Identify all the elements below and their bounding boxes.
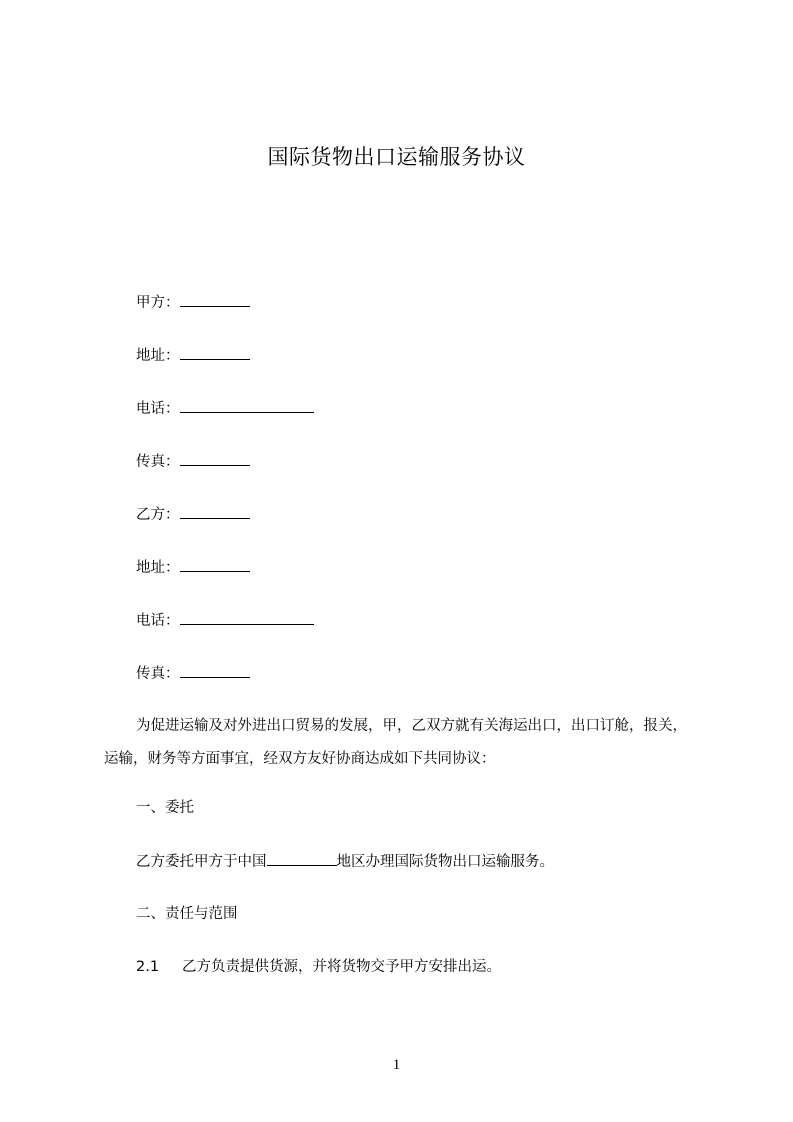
party-b-phone-label: 电话： <box>136 613 180 629</box>
section-1-text <box>136 851 554 872</box>
party-b-phone-blank <box>180 610 314 625</box>
party-a-address-blank <box>180 345 250 360</box>
party-a-label: 甲方： <box>136 295 180 311</box>
intro-paragraph: 为促进运输及对外进出口贸易的发展，甲，乙双方就有关海运出口，出口订舱，报关，运输，财务等方面事宜，经双方友好协商达成如下共同协议： <box>104 718 687 767</box>
party-b-label: 乙方： <box>136 507 180 523</box>
section-1-heading: 一、委托 <box>136 800 194 816</box>
party-a-field <box>136 292 250 313</box>
party-a-address-field <box>136 345 250 366</box>
party-a-blank <box>180 292 250 307</box>
party-a-phone-field <box>136 398 314 419</box>
page-number: 1 <box>392 1057 401 1073</box>
party-b-phone-field <box>136 610 314 631</box>
section-2-heading: 二、责任与范围 <box>136 906 238 922</box>
clause-2-1-number: 2.1 <box>136 959 160 975</box>
party-b-fax-label: 传真： <box>136 666 180 682</box>
party-b-fax-field <box>136 663 250 684</box>
party-a-phone-label: 电话： <box>136 401 180 417</box>
party-b-address-field <box>136 557 250 578</box>
party-a-phone-blank <box>180 398 314 413</box>
party-a-fax-field <box>136 451 250 472</box>
document-title: 国际货物出口运输服务协议 <box>267 145 526 169</box>
party-b-address-blank <box>180 557 250 572</box>
party-b-address-label: 地址： <box>136 560 180 576</box>
clause-2-1 <box>136 957 501 977</box>
party-a-fax-label: 传真： <box>136 454 180 470</box>
party-b-fax-blank <box>180 663 250 678</box>
region-blank <box>267 851 337 866</box>
party-b-blank <box>180 504 250 519</box>
party-a-address-label: 地址： <box>136 348 180 364</box>
section-1-text-before: 乙方委托甲方于中国 <box>136 854 267 870</box>
party-b-field <box>136 504 250 525</box>
section-1-text-after: 地区办理国际货物出口运输服务。 <box>336 854 554 870</box>
party-a-fax-blank <box>180 451 250 466</box>
clause-2-1-text: 乙方负责提供货源，并将货物交予甲方安排出运。 <box>182 959 501 975</box>
